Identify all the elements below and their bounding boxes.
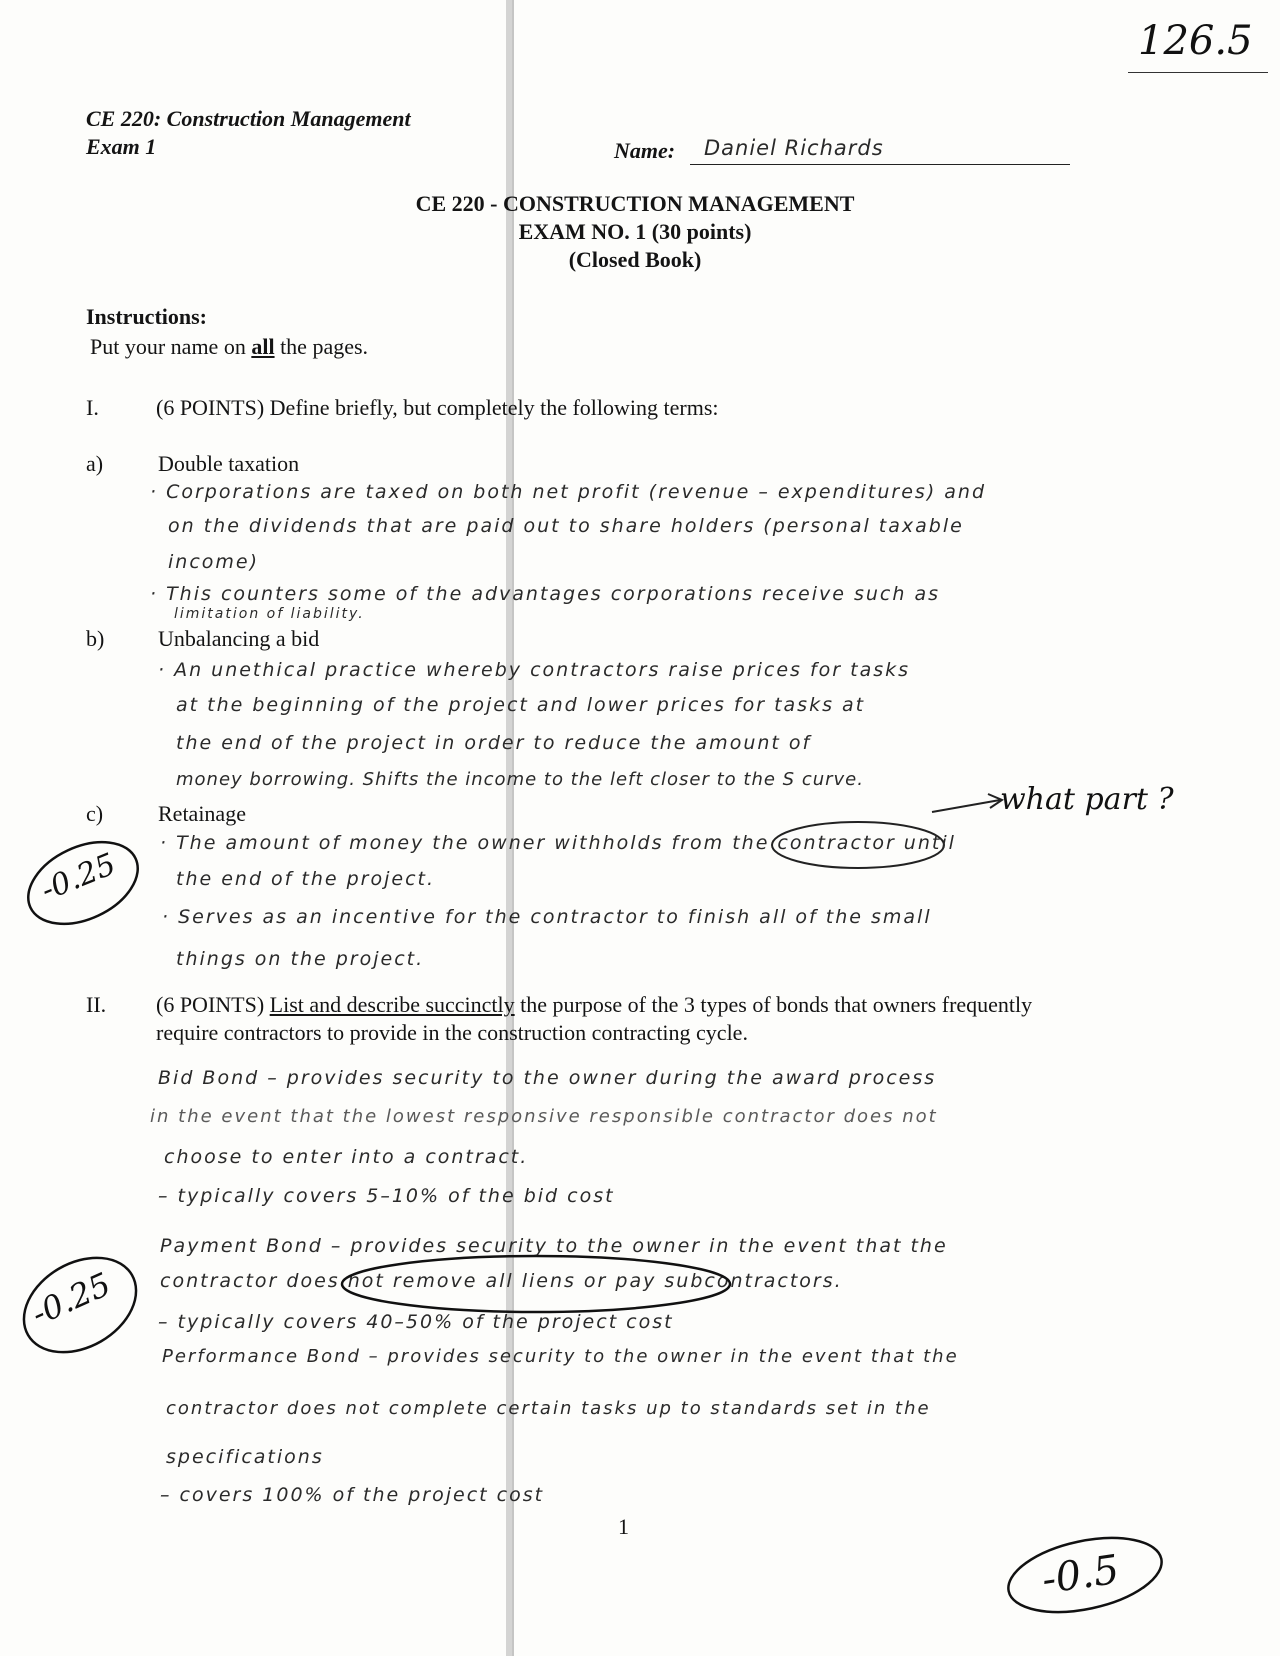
item-c-term: Retainage [158,801,246,826]
section2-numeral: II. [86,992,107,1017]
item-a-answer-line: · Corporations are taxed on both net profit (revenue – expenditures) and [150,481,987,503]
exam-subtitle: EXAM NO. 1 (30 points) [518,219,752,244]
deduction-section2: -0.25 [25,1264,117,1334]
name-underline [690,164,1070,165]
item-a-letter: a) [86,451,104,476]
item-c-answer-line: · The amount of money the owner withholds from the contractor until [160,832,956,854]
student-name: Daniel Richards [704,136,884,160]
exam-closed-book: (Closed Book) [568,247,702,272]
grader-note: what part ? [1000,782,1174,817]
item-b-answer-line: money borrowing. Shifts the income to the left closer to the S curve. [176,769,864,790]
exam-label: Exam 1 [86,134,157,159]
item-c-answer-line: · Serves as an incentive for the contractor to finish all of the small [162,906,932,928]
section2-answer-line: choose to enter into a contract. [164,1146,529,1168]
item-a-term: Double taxation [158,451,300,476]
item-b-answer-line: · An unethical practice whereby contractors raise prices for tasks [158,659,911,681]
section2-answer-line: Performance Bond – provides security to the owner in the event that the [162,1346,959,1367]
item-a-answer-line: limitation of liability. [174,606,365,622]
section2-prompt-line1: (6 POINTS) List and describe succinctly the purpose of the 3 types of bonds that owners frequently [156,992,1033,1017]
section2-answer-line: contractor does not remove all liens or pay subcontractors. [160,1270,843,1292]
item-b-letter: b) [86,626,105,651]
circle-mark-icon [336,1252,736,1316]
section2-answer-line: – covers 100% of the project cost [160,1484,545,1506]
item-b-answer-line: the end of the project in order to reduce the amount of [176,732,812,754]
section2-prompt-line2: require contractors to provide in the construction contracting cycle. [156,1020,748,1045]
section1-prompt: (6 POINTS) Define briefly, but completely the following terms: [156,395,719,420]
item-a-answer-line: on the dividends that are paid out to share holders (personal taxable [168,515,964,537]
deduction-section1: -0.25 [36,846,121,909]
course-title: CE 220: Construction Management [86,106,411,131]
score-underline [1128,72,1268,73]
item-b-answer-line: at the beginning of the project and lower prices for tasks at [176,694,866,716]
section2-answer-line: Bid Bond – provides security to the owner during the award process [158,1067,937,1089]
instructions-heading: Instructions: [86,304,208,329]
item-c-answer-line: things on the project. [176,948,425,970]
item-c-letter: c) [86,801,104,826]
exam-title: CE 220 - CONSTRUCTION MANAGEMENT [415,191,855,216]
arrow-icon [930,790,1010,820]
section2-answer-line: specifications [166,1446,324,1468]
name-label: Name: [614,138,676,163]
section2-answer-line: – typically covers 40–50% of the project cost [158,1311,674,1333]
item-b-term: Unbalancing a bid [158,626,320,651]
section2-answer-line: – typically covers 5–10% of the bid cost [158,1185,615,1207]
score: 126.5 [1138,18,1253,64]
item-a-answer-line: income) [168,551,260,573]
section2-answer-line: Payment Bond – provides security to the owner in the event that the [160,1235,948,1257]
instructions-text: Put your name on all the pages. [90,334,369,359]
page-number: 1 [618,1514,629,1539]
section2-answer-line: contractor does not complete certain tasks up to standards set in the [166,1398,931,1419]
item-a-answer-line: · This counters some of the advantages corporations receive such as [150,583,940,605]
section1-numeral: I. [86,395,99,420]
item-c-answer-line: the end of the project. [176,868,436,890]
section2-answer-line: in the event that the lowest responsive responsible contractor does not [150,1106,938,1127]
deduction-final: -0.5 [1039,1546,1122,1604]
